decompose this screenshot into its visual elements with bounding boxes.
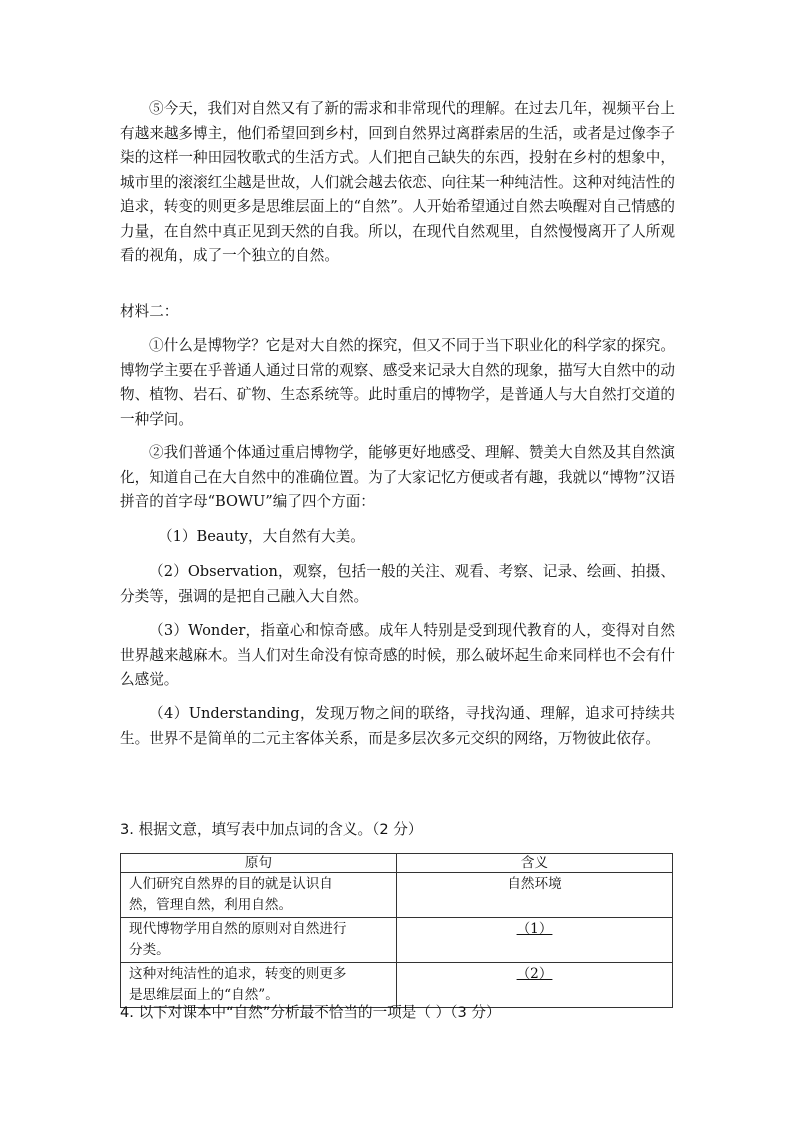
- bowu-item-understanding: （4）Understanding，发现万物之间的联络，寻找沟通、理解，追求可持续共生。世界不是简单的二元主客体关系，而是多层次多元交织的网络，万物彼此依存。: [120, 705, 675, 747]
- bowu-item-beauty: （1）Beauty，大自然有大美。: [158, 528, 365, 545]
- material2-heading: 材料二：: [120, 303, 179, 320]
- question-4-prompt: 4. 以下对课本中“自然”分析最不恰当的一项是（ ）（3 分）: [120, 1004, 501, 1021]
- table-cell-meaning: 自然环境: [397, 873, 673, 918]
- table-row: [121, 918, 673, 963]
- bowu-item-wonder: （3）Wonder，指童心和惊奇感。成年人特别是受到现代教育的人，变得对自然世界越来越麻木。当人们对生命没有惊奇感的时候，那么破坏起生命来同样也不会有什么感觉。: [120, 622, 675, 688]
- bowu-item-observation: （2）Observation，观察，包括一般的关注、观看、考察、记录、绘画、拍摄、分类等，强调的是把自己融入大自然。: [120, 563, 675, 605]
- material2-paragraph-1: ①什么是博物学？它是对大自然的探究，但又不同于当下职业化的科学家的探究。博物学主要在乎普通人通过日常的观察、感受来记录大自然的现象，描写大自然中的动物、植物、岩石、矿物、生态系统等。此时重启的博物学，是普通人与大自然打交道的一种学问。: [120, 337, 675, 428]
- table-cell-original: 现代博物学用自然的原则对自然进行 分类。: [121, 918, 397, 963]
- answer-blank-2[interactable]: （2）: [397, 963, 673, 1008]
- answer-blank-1[interactable]: （1）: [397, 918, 673, 963]
- question-3-prompt: 3. 根据文意，填写表中加点词的含义。（2 分）: [120, 821, 423, 838]
- table-cell-original: 人们研究自然界的目的就是认识自 然，管理自然，利用自然。: [121, 873, 397, 918]
- material1-paragraph-5: ⑤今天，我们对自然又有了新的需求和非常现代的理解。在过去几年，视频平台上有越来越多博主，他们希望回到乡村，回到自然界过离群索居的生活，或者是过像李子柒的这样一种田园牧歌式的生活方式。人们把自己缺失的东西，投射在乡村的想象中，城市里的滚滚红尘越是世故，人们就会越去依恋、向往某一种纯洁性。这种对纯洁性的追求，转变的则更多是思维层面上的“自然”。人开始希望通过自然去唤醒对自己情感的力量，在自然中真正见到天然的自我。所以，在现代自然观里，自然慢慢离开了人所观看的视角，成了一个独立的自然。: [120, 100, 675, 264]
- table-header-original: 原句: [121, 854, 397, 873]
- table-row: [121, 873, 673, 918]
- material2-paragraph-2: ②我们普通个体通过重启博物学，能够更好地感受、理解、赞美大自然及其自然演化，知道自己在大自然中的准确位置。为了大家记忆方便或者有趣，我就以“博物”汉语拼音的首字母“BOWU”编了四个方面：: [120, 444, 675, 510]
- table-row: [121, 963, 673, 1008]
- table-header-row: [121, 854, 673, 873]
- table-cell-original: 这种对纯洁性的追求，转变的则更多 是思维层面上的“自然”。: [121, 963, 397, 1008]
- table-header-meaning: 含义: [397, 854, 673, 873]
- question-3-table: [120, 853, 673, 1008]
